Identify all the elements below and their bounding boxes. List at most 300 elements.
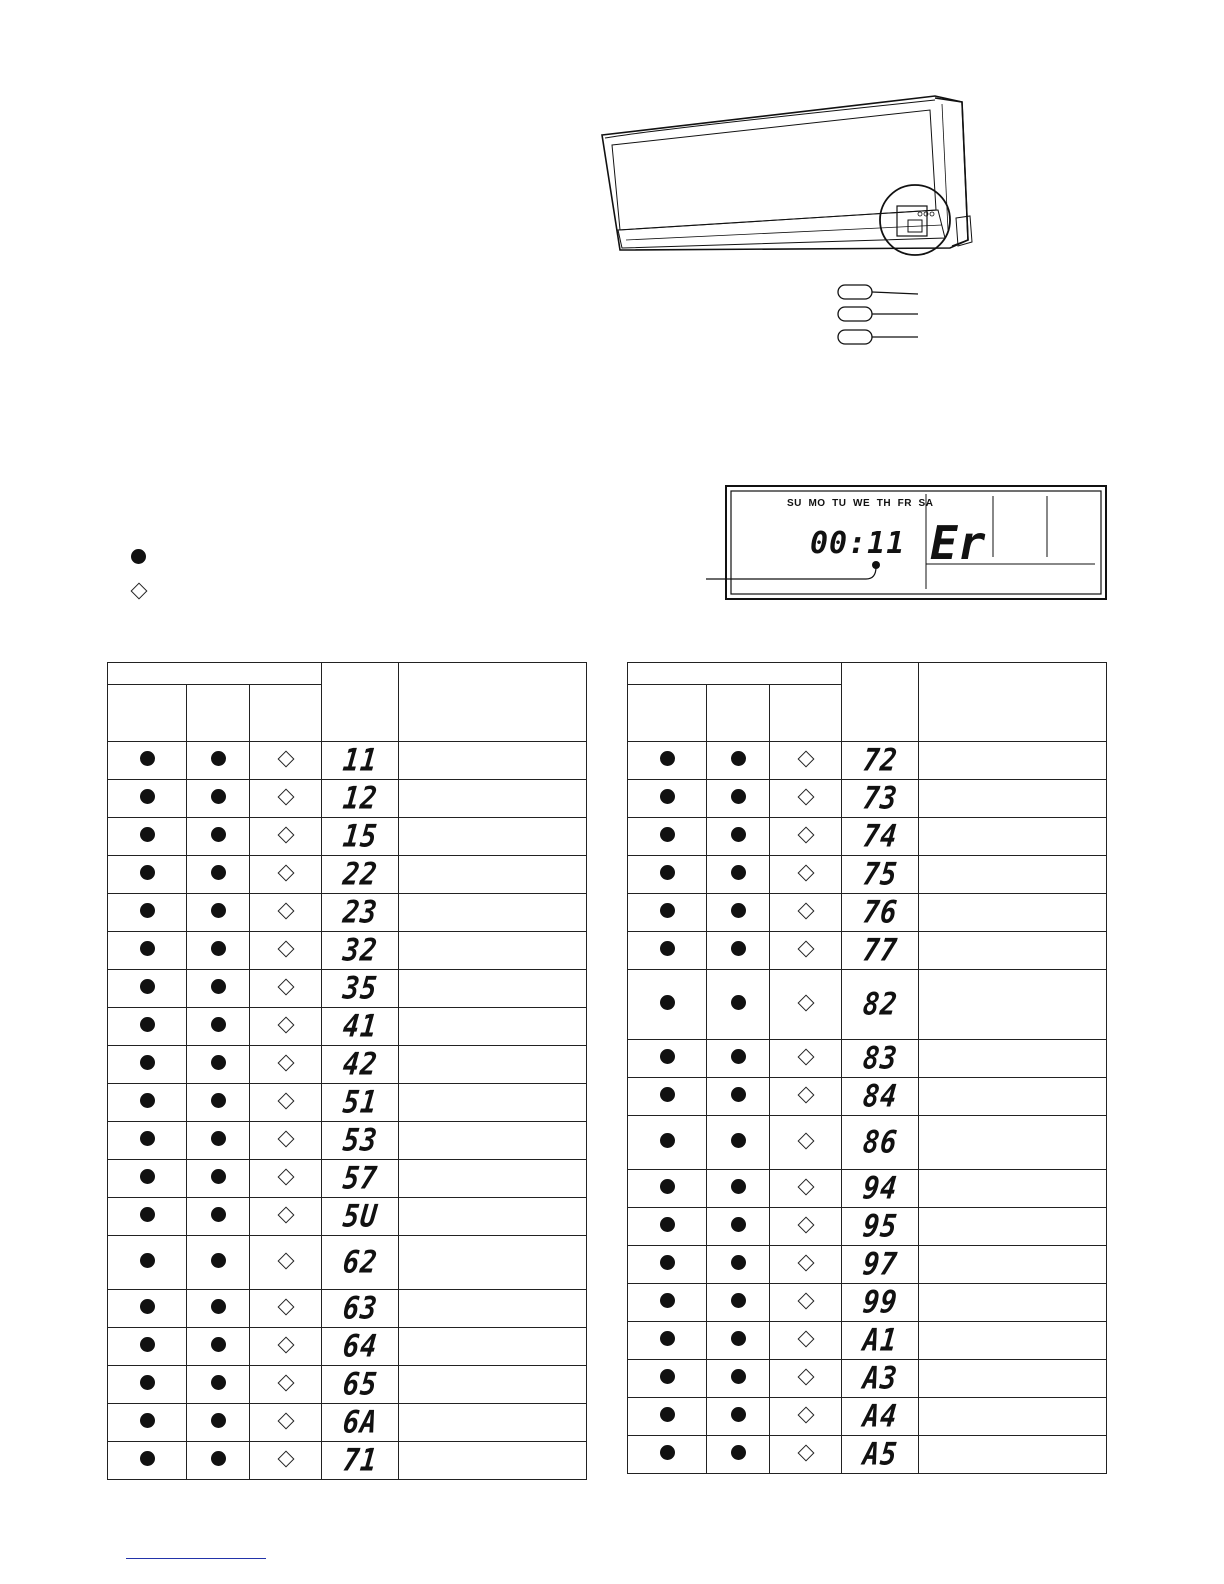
open-diamond-icon [277,1336,294,1353]
lamp-cell [707,1078,770,1116]
lcd-day-mo: MO [808,498,826,509]
table-row [108,1442,587,1480]
table-row [108,1366,587,1404]
filled-circle-icon [140,1207,155,1222]
lamp-cell [187,1198,250,1236]
lamp-cell [250,1290,322,1328]
lamp-cell [250,1366,322,1404]
code-cell [842,970,919,1040]
lamp-cell [108,780,187,818]
description-cell [919,1040,1107,1078]
description-cell [399,1008,587,1046]
description-cell [919,1360,1107,1398]
description-cell [919,1284,1107,1322]
table-row [628,932,1107,970]
filled-circle-icon [731,1445,746,1460]
filled-circle-icon [660,827,675,842]
header-cell [770,685,842,742]
lamp-cell [707,970,770,1040]
lamp-cell [628,1284,707,1322]
code-cell [842,780,919,818]
filled-circle-icon [660,1293,675,1308]
table-row [628,1078,1107,1116]
table-row [628,1208,1107,1246]
error-code: A5 [860,1436,900,1473]
header-cell [322,663,399,742]
lamp-cell [628,1208,707,1246]
open-diamond-icon [797,1086,814,1103]
filled-circle-icon [211,827,226,842]
lamp-cell [770,1246,842,1284]
description-cell [919,1246,1107,1284]
code-cell [322,1160,399,1198]
code-cell [322,1328,399,1366]
lamp-cell [770,970,842,1040]
lamp-cell [628,1170,707,1208]
lamp-cell [187,1160,250,1198]
error-code: 63 [340,1290,380,1327]
lamp-cell [250,1160,322,1198]
lamp-cell [108,1046,187,1084]
table-row [628,742,1107,780]
table-row [108,1122,587,1160]
description-cell [919,818,1107,856]
table-row [628,1246,1107,1284]
lamp-cell [187,1122,250,1160]
error-code: 83 [860,1040,900,1077]
table-row [628,780,1107,818]
filled-circle-icon [731,1179,746,1194]
header-cell [628,663,842,685]
code-cell [842,1436,919,1474]
error-code: 72 [860,742,900,779]
lamp-cell [707,894,770,932]
code-cell [322,818,399,856]
lamp-cell [108,1328,187,1366]
lamp-cell [187,1084,250,1122]
table-row [108,1160,587,1198]
filled-circle-icon [211,1253,226,1268]
lamp-cell [770,894,842,932]
lamp-cell [108,856,187,894]
code-cell [842,1360,919,1398]
open-diamond-icon [277,1130,294,1147]
code-cell [322,1084,399,1122]
lamp-cell [628,1116,707,1170]
header-cell [628,685,707,742]
error-code: 76 [860,894,900,931]
open-diamond-icon [797,1292,814,1309]
lamp-cell [707,1436,770,1474]
lcd-day-we: WE [853,498,871,509]
description-cell [919,1398,1107,1436]
code-cell [842,1078,919,1116]
table-row [628,818,1107,856]
filled-circle-icon [731,995,746,1010]
description-cell [399,742,587,780]
lamp-cell [770,1360,842,1398]
lamp-cell [707,818,770,856]
lamp-cell [770,1436,842,1474]
code-cell [322,1122,399,1160]
table-row [628,1436,1107,1474]
filled-circle-icon [660,1217,675,1232]
error-code: A3 [860,1360,900,1397]
lamp-cell [628,1078,707,1116]
lamp-cell [707,742,770,780]
header-cell [707,685,770,742]
open-diamond-icon [797,1048,814,1065]
open-diamond-icon [797,994,814,1011]
filled-circle-icon [211,1169,226,1184]
open-diamond-icon [277,1016,294,1033]
code-cell [322,894,399,932]
description-cell [399,1046,587,1084]
error-code: 53 [340,1122,380,1159]
filled-circle-icon [731,1255,746,1270]
error-code: 12 [340,780,380,817]
filled-circle-icon [211,979,226,994]
filled-circle-icon [140,1413,155,1428]
lamp-cell [628,1398,707,1436]
open-diamond-icon [797,788,814,805]
lamp-cell [250,1236,322,1290]
filled-circle-icon [140,1451,155,1466]
filled-circle-icon [140,751,155,766]
error-code: 15 [340,818,380,855]
description-cell [399,1198,587,1236]
legend-blink [133,584,145,602]
lamp-cell [628,932,707,970]
lamp-cell [770,818,842,856]
error-code: A1 [860,1322,900,1359]
lamp-cell [628,1360,707,1398]
code-cell [842,1116,919,1170]
filled-circle-icon [211,1375,226,1390]
lamp-cell [108,894,187,932]
filled-circle-icon [140,1093,155,1108]
table-row [628,1170,1107,1208]
description-cell [919,1208,1107,1246]
table-row [108,1404,587,1442]
lamp-cell [628,818,707,856]
lamp-cell [250,1442,322,1480]
error-code: 5U [340,1198,380,1235]
lamp-cell [707,780,770,818]
lamp-cell [770,856,842,894]
lamp-cell [108,1084,187,1122]
open-diamond-icon [277,1298,294,1315]
legend-on [131,549,146,569]
lamp-cell [108,742,187,780]
lcd-day-th: TH [876,498,892,509]
lamp-cell [187,818,250,856]
lamp-cell [187,1366,250,1404]
open-diamond-icon [797,1406,814,1423]
lamp-cell [707,1208,770,1246]
indoor-unit-illustration [590,90,990,355]
code-cell [842,1208,919,1246]
lamp-cell [770,1208,842,1246]
filled-circle-icon [660,789,675,804]
description-cell [919,1170,1107,1208]
error-code: 75 [860,856,900,893]
lamp-cell [770,1116,842,1170]
code-cell [842,1040,919,1078]
code-cell [842,932,919,970]
open-diamond-icon [277,1054,294,1071]
error-code: 82 [860,986,900,1023]
description-cell [399,970,587,1008]
table-row [108,1198,587,1236]
open-diamond-icon [797,1254,814,1271]
filled-circle-icon [140,1169,155,1184]
lamp-cell [770,1078,842,1116]
lamp-cell [250,780,322,818]
filled-circle-icon [140,903,155,918]
table-row [628,1284,1107,1322]
header-cell [919,663,1107,742]
error-code: 64 [340,1328,380,1365]
lamp-cell [628,894,707,932]
lamp-cell [250,970,322,1008]
description-cell [399,1328,587,1366]
error-code: 22 [340,856,380,893]
open-diamond-icon [277,1374,294,1391]
filled-circle-icon [140,1337,155,1352]
lamp-cell [770,1398,842,1436]
lamp-cell [187,1236,250,1290]
filled-circle-icon [140,1055,155,1070]
description-cell [399,1404,587,1442]
code-cell [322,1290,399,1328]
footer-rule [126,1558,266,1559]
lamp-cell [187,1008,250,1046]
filled-circle-icon [731,1049,746,1064]
lamp-cell [770,932,842,970]
table-row [108,780,587,818]
table-row [108,894,587,932]
code-cell [842,856,919,894]
lamp-cell [187,742,250,780]
filled-circle-icon [660,1133,675,1148]
table-row [628,1322,1107,1360]
description-cell [399,1122,587,1160]
description-cell [919,742,1107,780]
lamp-cell [187,1290,250,1328]
lamp-cell [187,932,250,970]
code-cell [322,932,399,970]
open-diamond-icon [797,1178,814,1195]
error-code: 32 [340,932,380,969]
description-cell [919,856,1107,894]
code-cell [322,970,399,1008]
header-cell [399,663,587,742]
filled-circle-icon [140,789,155,804]
description-cell [399,1084,587,1122]
lamp-cell [250,1198,322,1236]
lamp-cell [250,1008,322,1046]
open-diamond-icon [797,1216,814,1233]
filled-circle-icon [731,1217,746,1232]
lamp-cell [707,1116,770,1170]
filled-circle-icon [660,751,675,766]
header-cell [108,663,322,685]
open-diamond-icon [277,1168,294,1185]
open-diamond-icon [797,864,814,881]
table-row [108,1290,587,1328]
filled-circle-icon [731,1369,746,1384]
filled-circle-icon [731,827,746,842]
table-row [628,894,1107,932]
table-row [108,1008,587,1046]
description-cell [919,894,1107,932]
description-cell [919,1436,1107,1474]
lamp-cell [707,1398,770,1436]
filled-circle-icon [731,865,746,880]
lamp-cell [108,1198,187,1236]
description-cell [399,1366,587,1404]
code-cell [322,1198,399,1236]
lamp-cell [770,742,842,780]
open-diamond-icon [277,750,294,767]
lamp-cell [108,932,187,970]
open-diamond-icon [277,940,294,957]
code-cell [842,818,919,856]
table-row [108,970,587,1008]
open-diamond-icon [277,902,294,919]
lamp-cell [770,1322,842,1360]
open-diamond-icon [797,826,814,843]
filled-circle-icon [731,1087,746,1102]
table-row [628,1040,1107,1078]
lamp-cell [250,1046,322,1084]
code-cell [842,1322,919,1360]
header-cell [250,685,322,742]
filled-circle-icon [211,1337,226,1352]
lamp-cell [187,1404,250,1442]
remote-lcd-display [690,483,1110,603]
lamp-cell [108,1290,187,1328]
description-cell [919,1078,1107,1116]
table-row [108,932,587,970]
table-row [628,1360,1107,1398]
code-cell [842,1170,919,1208]
filled-circle-icon [731,1133,746,1148]
lcd-day-sa: SA [918,498,934,509]
filled-circle-icon [211,1055,226,1070]
error-code: 97 [860,1246,900,1283]
table-row [108,856,587,894]
lamp-cell [108,818,187,856]
lamp-cell [187,1442,250,1480]
filled-circle-icon [660,995,675,1010]
open-diamond-icon [797,750,814,767]
lamp-cell [250,818,322,856]
description-cell [399,1442,587,1480]
open-diamond-icon [797,1330,814,1347]
filled-circle-icon [140,865,155,880]
description-cell [919,780,1107,818]
open-diamond-icon [277,1412,294,1429]
lamp-cell [108,1236,187,1290]
table-row [628,856,1107,894]
filled-circle-icon [731,903,746,918]
filled-circle-icon [660,903,675,918]
filled-circle-icon [731,1331,746,1346]
lamp-cell [108,970,187,1008]
error-code: 99 [860,1284,900,1321]
lamp-cell [250,856,322,894]
lamp-cell [108,1122,187,1160]
lamp-cell [628,1322,707,1360]
lcd-day-fr: FR [897,498,912,509]
filled-circle-icon [731,941,746,956]
table-row [108,818,587,856]
filled-circle-icon [140,827,155,842]
filled-circle-icon [140,1299,155,1314]
filled-circle-icon [660,1049,675,1064]
open-diamond-icon [797,940,814,957]
description-cell [919,970,1107,1040]
error-code-table-left [107,662,587,1480]
code-cell [322,1442,399,1480]
error-code: 23 [340,894,380,931]
open-diamond-icon [277,1092,294,1109]
description-cell [919,1116,1107,1170]
error-code: 65 [340,1366,380,1403]
lamp-cell [108,1160,187,1198]
lamp-cell [250,1328,322,1366]
code-cell [322,1366,399,1404]
code-cell [842,1398,919,1436]
lamp-cell [187,856,250,894]
lamp-cell [707,932,770,970]
filled-circle-icon [211,1413,226,1428]
description-cell [399,932,587,970]
filled-circle-icon [211,789,226,804]
table-row [108,1236,587,1290]
filled-circle-icon [140,979,155,994]
header-cell [842,663,919,742]
error-code: 94 [860,1170,900,1207]
filled-circle-icon [660,1369,675,1384]
code-cell [842,894,919,932]
description-cell [399,818,587,856]
lamp-cell [187,1046,250,1084]
error-code: 42 [340,1046,380,1083]
filled-circle-icon [731,1407,746,1422]
lamp-cell [250,1122,322,1160]
lamp-cell [770,1040,842,1078]
open-diamond-icon [797,1132,814,1149]
code-cell [842,742,919,780]
lcd-day-tu: TU [832,498,847,509]
description-cell [399,1236,587,1290]
error-code: 6A [340,1404,380,1441]
lamp-cell [707,856,770,894]
lamp-cell [250,1084,322,1122]
lamp-cell [707,1246,770,1284]
filled-circle-icon [140,1375,155,1390]
lcd-error-text: Er [930,516,986,570]
filled-circle-icon [660,1087,675,1102]
filled-circle-icon [211,751,226,766]
error-code: 95 [860,1208,900,1245]
filled-circle-icon [731,789,746,804]
header-cell [187,685,250,742]
open-diamond-icon [277,978,294,995]
